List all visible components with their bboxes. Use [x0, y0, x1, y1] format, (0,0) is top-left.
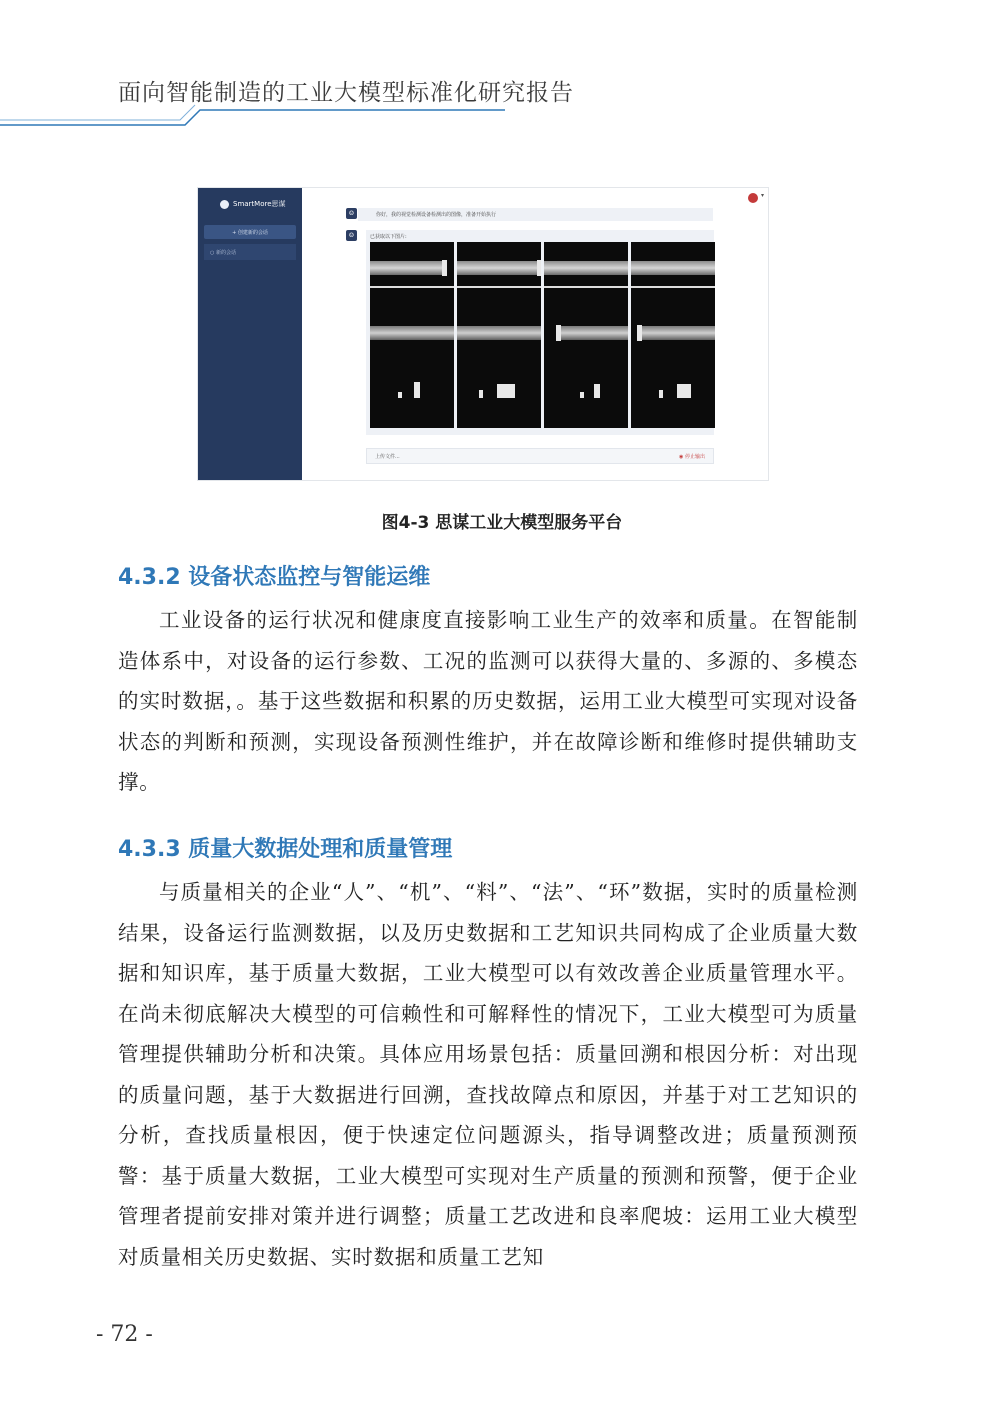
inspection-image[interactable]	[631, 242, 715, 428]
input-placeholder: 上传文件...	[375, 453, 400, 460]
chat-input[interactable]	[366, 448, 714, 464]
page-number: - 72 -	[96, 1322, 153, 1347]
inspection-image[interactable]	[370, 242, 454, 428]
header-divider	[0, 100, 520, 130]
section-title: 4.3.3 质量大数据处理和质量管理	[118, 837, 453, 862]
page-header-title: 面向智能制造的工业大模型标准化研究报告	[118, 80, 574, 106]
avatar[interactable]	[748, 193, 758, 203]
logo-icon	[220, 200, 229, 209]
bot-avatar-icon: ☺	[346, 230, 357, 241]
user-message: 你好，我的视觉检测设备检测出的图像，准备开始执行	[358, 208, 713, 221]
inspection-image[interactable]	[457, 242, 541, 428]
chevron-down-icon[interactable]: ▾	[760, 192, 764, 199]
inspection-image-grid	[370, 242, 715, 428]
brand-logo	[220, 199, 286, 209]
section-title: 4.3.2 设备状态监控与智能运维	[118, 565, 431, 590]
history-item[interactable]: ○ 新的会话	[204, 244, 296, 260]
inspection-image[interactable]	[544, 242, 628, 428]
new-chat-button[interactable]: + 创建新的会话	[204, 225, 296, 239]
platform-screenshot	[198, 188, 768, 480]
user-avatar-icon: ☺	[346, 208, 357, 219]
section-paragraph: 工业设备的运行状况和健康度直接影响工业生产的效率和质量。在智能制造体系中，对设备的运行参数、工况的监测可以获得大量的、多源的、多模态的实时数据，。基于这些数据和积累的历史数据，运用工业大模型可实现对设备状态的判断和预测，实现设备预测性维护，并在故障诊断和维修时提供辅助支撑。	[118, 608, 858, 794]
stop-output-button[interactable]: ◉ 停止输出	[679, 453, 705, 460]
figure-caption: 图4-3 思谋工业大模型服务平台	[381, 513, 623, 533]
section-paragraph: 与质量相关的企业“人”、“机”、“料”、“法”、“环”数据，实时的质量检测结果，设备运行监测数据，以及历史数据和工艺知识共同构成了企业质量大数据和知识库，基于质量大数据，工业大模型可以有效改善企业质量管理水平。在尚未彻底解决大模型的可信赖性和可解释性的情况下，工业大模型可为质量管理提供辅助分析和决策。具体应用场景包括：质量回溯和根因分析：对出现的质量问题，基于大数据进行回溯，查找故障点和原因，并基于对工艺知识的分析，查找质量根因，便于快速定位问题源头，指导调整改进；质量预测预警：基于质量大数据，工业大模型可实现对生产质量的预测和预警，便于企业管理者提前安排对策并进行调整；质量工艺改进和良率爬坡：运用工业大模型对质量相关历史数据、实时数据和质量工艺知	[118, 880, 858, 1269]
reply-intro: 已获取以下图片:	[370, 234, 407, 240]
logo-text: SmartMore思谋	[233, 200, 286, 208]
sidebar	[198, 188, 302, 480]
